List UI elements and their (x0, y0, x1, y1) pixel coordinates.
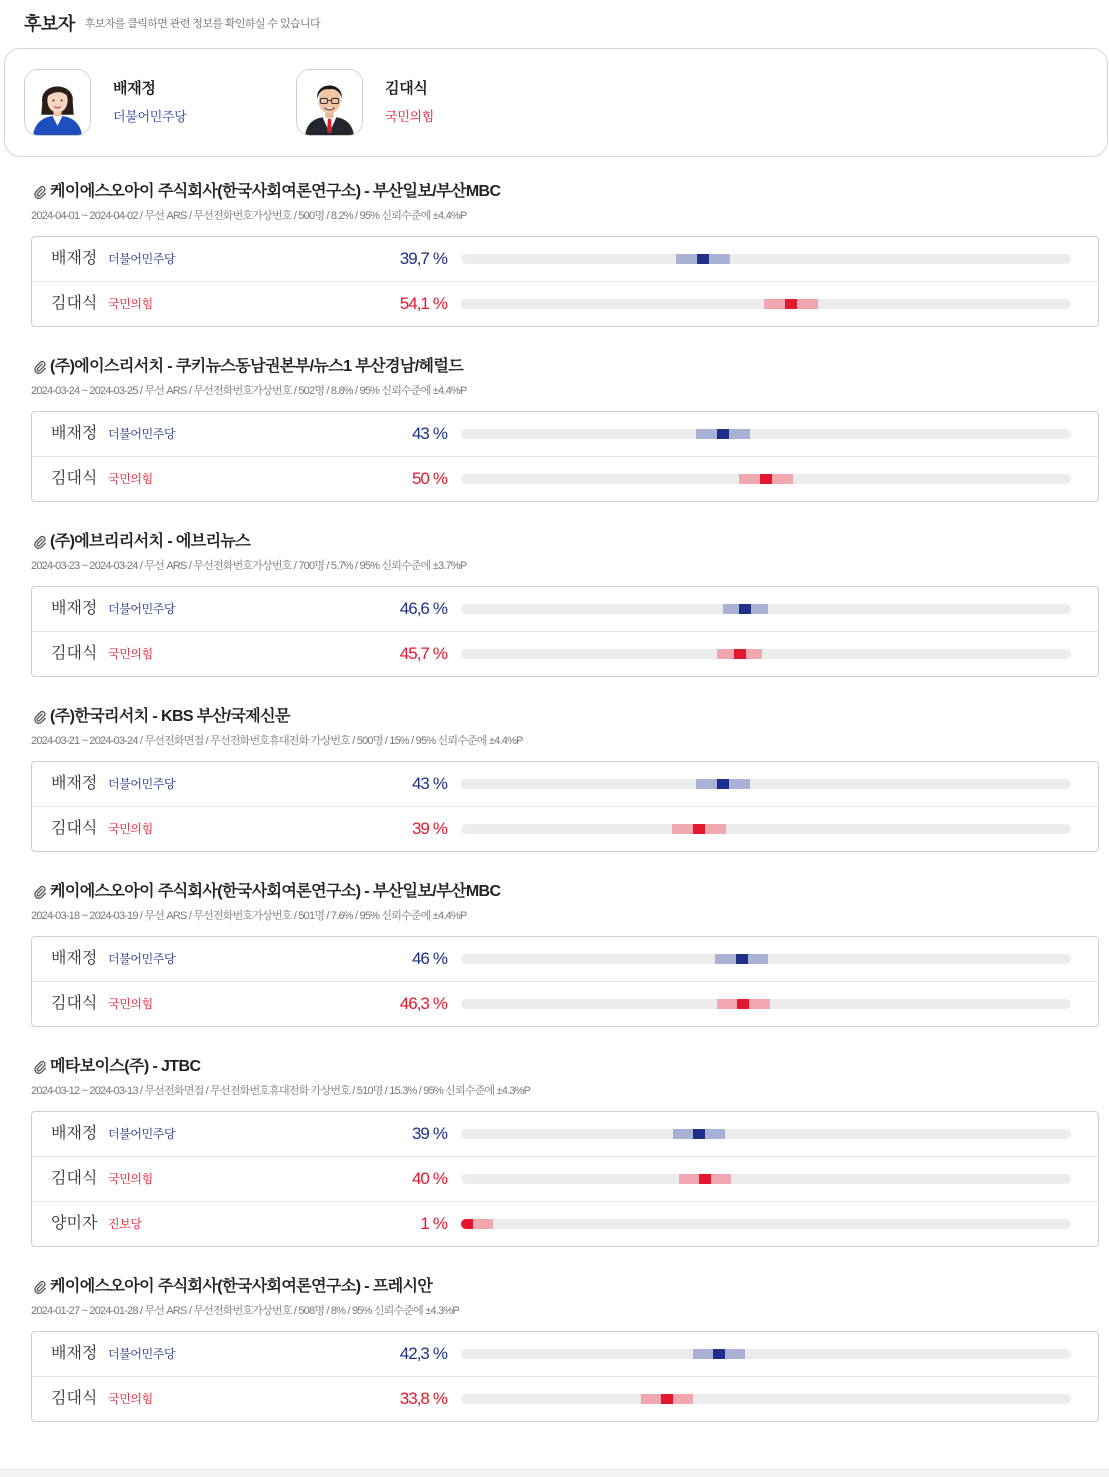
party-label: 진보당 (108, 1217, 142, 1231)
poll-title: 케이에스오아이 주식회사(한국사회여론연구소) - 부산일보/부산MBC (50, 183, 501, 200)
result-box (31, 1111, 1099, 1247)
poll-meta: 2024-03-12 ~ 2024-03-13 / 무선전화면접 / 무선전화번호휴대전화 가상번호 / 510명 / 15.3% / 95% 신뢰수준에 ±4.3%P (31, 1085, 531, 1097)
result-row (32, 1156, 1098, 1201)
percent-unit: % (432, 249, 447, 268)
candidate-name: 김대식 (51, 1390, 98, 1407)
result-bar-track (461, 649, 1071, 659)
poll-meta: 2024-03-21 ~ 2024-03-24 / 무선전화면접 / 무선전화번호휴대전화 가상번호 / 500명 / 15% / 95% 신뢰수준에 ±4.4%P (31, 735, 523, 747)
poll-title-link[interactable] (31, 356, 1099, 378)
percent-number: 42,3 (399, 1344, 429, 1363)
paperclip-icon (33, 360, 47, 374)
result-row (32, 762, 1098, 806)
party-label: 국민의힘 (108, 822, 153, 836)
percent-value (400, 282, 447, 326)
candidate-party: 국민의힘 (385, 109, 435, 124)
section-title: 후보자 (24, 14, 75, 34)
party-label: 더불어민주당 (108, 252, 176, 266)
candidate-name: 김대식 (51, 995, 98, 1012)
result-row (32, 412, 1098, 456)
paperclip-icon (33, 185, 47, 199)
result-row (32, 281, 1098, 326)
percent-unit: % (432, 469, 447, 488)
candidate-photo (296, 69, 363, 136)
estimate-marker (461, 1219, 473, 1229)
poll-meta: 2024-03-18 ~ 2024-03-19 / 무선 ARS / 무선전화번호가상번호 / 501명 / 7.6% / 95% 신뢰수준에 ±4.4%P (31, 910, 467, 922)
candidate-card[interactable] (296, 69, 546, 136)
result-row (32, 587, 1098, 631)
poll-title: 케이에스오아이 주식회사(한국사회여론연구소) - 부산일보/부산MBC (50, 883, 501, 900)
candidate-portrait-image (297, 70, 362, 135)
poll-section (31, 356, 1099, 502)
candidate-name: 배재정 (51, 775, 98, 792)
percent-number: 46,6 (399, 599, 429, 618)
estimate-marker (713, 1349, 725, 1359)
result-bar-track (461, 1219, 1071, 1229)
percent-number: 33,8 (399, 1389, 429, 1408)
candidate-card[interactable] (24, 69, 274, 136)
poll-title: (주)한국리서치 - KBS 부산/국제신문 (50, 708, 290, 725)
poll-title: (주)에브리리서치 - 에브리뉴스 (50, 533, 251, 550)
poll-title-link[interactable] (31, 881, 1099, 903)
percent-value (412, 762, 447, 806)
estimate-marker (737, 999, 749, 1009)
percent-number: 1 (420, 1214, 429, 1233)
candidate-panel (4, 48, 1108, 157)
percent-number: 46,3 (399, 994, 429, 1013)
party-label: 국민의힘 (108, 997, 153, 1011)
party-label: 더불어민주당 (108, 1127, 176, 1141)
party-label: 더불어민주당 (108, 952, 176, 966)
poll-list (31, 181, 1099, 1451)
paperclip-icon (33, 1280, 47, 1294)
percent-number: 46 (411, 949, 429, 968)
party-label: 국민의힘 (108, 1172, 153, 1186)
candidate-name: 김대식 (51, 295, 98, 312)
poll-title-link[interactable] (31, 181, 1099, 203)
result-row (32, 237, 1098, 281)
estimate-marker (760, 474, 772, 484)
percent-value (420, 1202, 447, 1246)
percent-unit: % (432, 1389, 447, 1408)
percent-unit: % (432, 424, 447, 443)
candidate-name: 배재정 (113, 80, 156, 97)
poll-title-link[interactable] (31, 531, 1099, 553)
section-subtitle: 후보자를 클릭하면 관련 정보를 확인하실 수 있습니다 (84, 18, 320, 30)
result-row (32, 937, 1098, 981)
result-bar-track (461, 824, 1071, 834)
party-label: 국민의힘 (108, 297, 153, 311)
poll-title-link[interactable] (31, 1056, 1099, 1078)
percent-unit: % (432, 599, 447, 618)
paperclip-icon (33, 1060, 47, 1074)
party-label: 국민의힘 (108, 647, 153, 661)
percent-unit: % (432, 644, 447, 663)
result-box (31, 1331, 1099, 1422)
result-bar-track (461, 299, 1071, 309)
percent-unit: % (432, 774, 447, 793)
percent-number: 39,7 (399, 249, 429, 268)
party-label: 더불어민주당 (108, 1347, 176, 1361)
result-row (32, 1376, 1098, 1421)
candidate-name: 김대식 (385, 80, 428, 97)
estimate-marker (785, 299, 797, 309)
party-label: 국민의힘 (108, 472, 153, 486)
estimate-marker (717, 779, 729, 789)
estimate-marker (693, 824, 705, 834)
percent-value (400, 587, 447, 631)
poll-title: 케이에스오아이 주식회사(한국사회여론연구소) - 프레시안 (50, 1278, 433, 1295)
estimate-marker (661, 1394, 673, 1404)
estimate-marker (736, 954, 748, 964)
poll-section (31, 706, 1099, 852)
result-bar-track (461, 474, 1071, 484)
percent-unit: % (432, 1124, 447, 1143)
percent-value (400, 1377, 447, 1421)
result-bar-track (461, 779, 1071, 789)
paperclip-icon (33, 710, 47, 724)
party-label: 국민의힘 (108, 1392, 153, 1406)
result-bar-track (461, 1394, 1071, 1404)
party-label: 더불어민주당 (108, 777, 176, 791)
poll-meta: 2024-01-27 ~ 2024-01-28 / 무선 ARS / 무선전화번호가상번호 / 508명 / 8% / 95% 신뢰수준에 ±4.3%P (31, 1305, 459, 1317)
result-row (32, 806, 1098, 851)
result-row (32, 1332, 1098, 1376)
result-row (32, 1201, 1098, 1246)
estimate-marker (734, 649, 746, 659)
candidate-party: 더불어민주당 (113, 109, 187, 124)
percent-unit: % (432, 994, 447, 1013)
result-row (32, 981, 1098, 1026)
result-box (31, 761, 1099, 852)
percent-value (412, 1157, 447, 1201)
percent-number: 43 (411, 424, 429, 443)
candidate-name: 배재정 (51, 950, 98, 967)
percent-value (412, 457, 447, 501)
candidate-portrait-image (25, 70, 90, 135)
result-bar-track (461, 429, 1071, 439)
percent-unit: % (432, 294, 447, 313)
result-box (31, 236, 1099, 327)
candidate-photo (24, 69, 91, 136)
percent-value (400, 1332, 447, 1376)
percent-unit: % (432, 1214, 447, 1233)
result-bar-track (461, 999, 1071, 1009)
poll-section (31, 1056, 1099, 1247)
estimate-marker (739, 604, 751, 614)
percent-unit: % (432, 1344, 447, 1363)
percent-value (400, 982, 447, 1026)
candidate-name: 김대식 (51, 470, 98, 487)
candidate-name: 김대식 (51, 1170, 98, 1187)
paperclip-icon (33, 885, 47, 899)
result-bar-track (461, 604, 1071, 614)
poll-meta: 2024-04-01 ~ 2024-04-02 / 무선 ARS / 무선전화번호가상번호 / 500명 / 8.2% / 95% 신뢰수준에 ±4.4%P (31, 210, 467, 222)
poll-title-link[interactable] (31, 1276, 1099, 1298)
percent-number: 40 (411, 1169, 429, 1188)
estimate-marker (693, 1129, 705, 1139)
percent-number: 39 (411, 1124, 429, 1143)
result-bar-track (461, 254, 1071, 264)
poll-section (31, 1276, 1099, 1422)
percent-value (412, 412, 447, 456)
percent-unit: % (432, 819, 447, 838)
estimate-marker (717, 429, 729, 439)
percent-value (412, 807, 447, 851)
result-box (31, 936, 1099, 1027)
party-label: 더불어민주당 (108, 427, 176, 441)
result-row (32, 456, 1098, 501)
result-bar-track (461, 1174, 1071, 1184)
poll-title-link[interactable] (31, 706, 1099, 728)
percent-number: 45,7 (399, 644, 429, 663)
poll-meta: 2024-03-23 ~ 2024-03-24 / 무선 ARS / 무선전화번호가상번호 / 700명 / 5.7% / 95% 신뢰수준에 ±3.7%P (31, 560, 467, 572)
percent-number: 54,1 (399, 294, 429, 313)
candidate-name: 양미자 (51, 1215, 98, 1232)
percent-number: 50 (411, 469, 429, 488)
poll-section (31, 531, 1099, 677)
candidate-name: 배재정 (51, 600, 98, 617)
poll-section (31, 181, 1099, 327)
party-label: 더불어민주당 (108, 602, 176, 616)
estimate-marker (699, 1174, 711, 1184)
percent-unit: % (432, 1169, 447, 1188)
candidates-header (24, 12, 320, 36)
candidate-name: 김대식 (51, 645, 98, 662)
candidate-name: 배재정 (51, 1125, 98, 1142)
percent-value (400, 237, 447, 281)
result-row (32, 631, 1098, 676)
result-bar-track (461, 954, 1071, 964)
result-box (31, 586, 1099, 677)
percent-value (412, 937, 447, 981)
candidate-name: 배재정 (51, 425, 98, 442)
result-bar-track (461, 1349, 1071, 1359)
estimate-marker (697, 254, 709, 264)
percent-value (412, 1112, 447, 1156)
paperclip-icon (33, 535, 47, 549)
result-box (31, 411, 1099, 502)
poll-section (31, 881, 1099, 1027)
candidate-name: 배재정 (51, 250, 98, 267)
candidate-name: 배재정 (51, 1345, 98, 1362)
percent-number: 43 (411, 774, 429, 793)
poll-meta: 2024-03-24 ~ 2024-03-25 / 무선 ARS / 무선전화번호가상번호 / 502명 / 8.8% / 95% 신뢰수준에 ±4.4%P (31, 385, 467, 397)
percent-number: 39 (411, 819, 429, 838)
percent-value (400, 632, 447, 676)
percent-unit: % (432, 949, 447, 968)
result-bar-track (461, 1129, 1071, 1139)
poll-title: (주)에이스리서치 - 쿠키뉴스동남권본부/뉴스1 부산경남/헤럴드 (50, 358, 464, 375)
poll-title: 메타보이스(주) - JTBC (50, 1058, 201, 1075)
candidate-name: 김대식 (51, 820, 98, 837)
result-row (32, 1112, 1098, 1156)
